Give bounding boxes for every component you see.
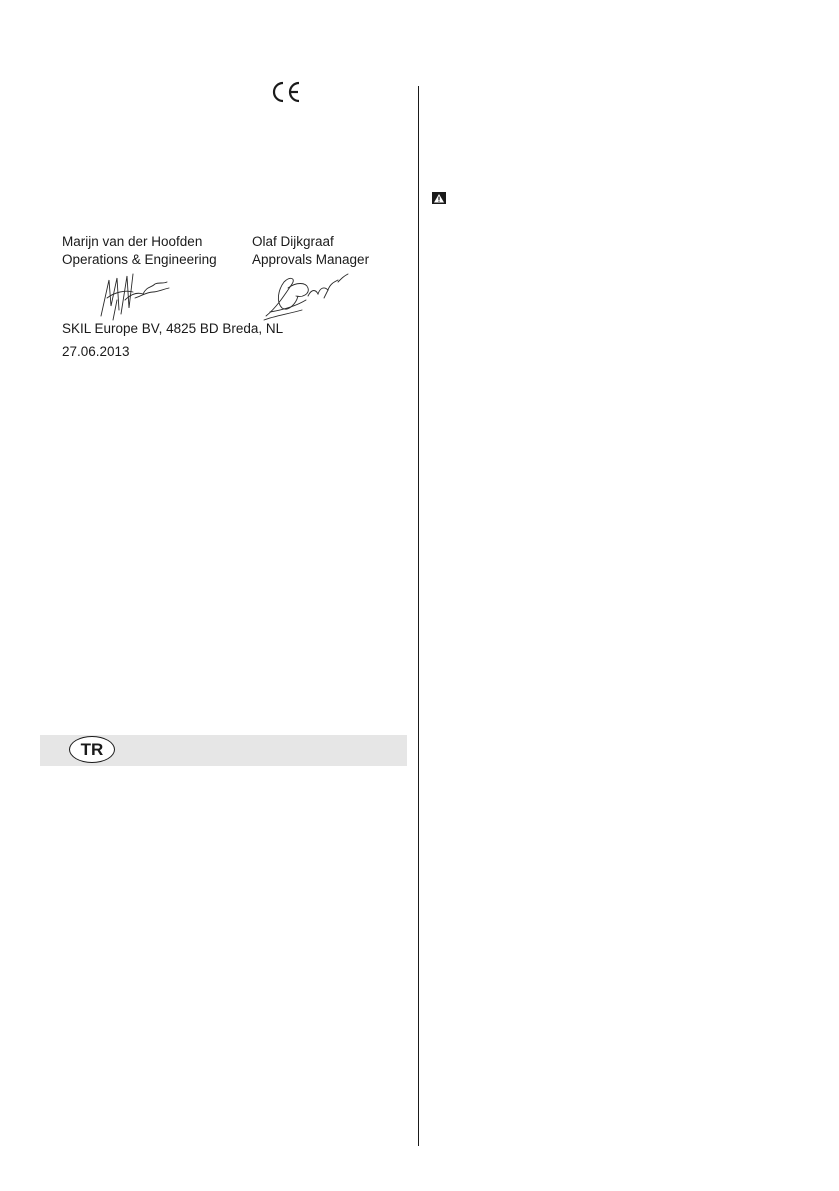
- declaration-date: 27.06.2013: [62, 344, 130, 359]
- signature-left: [95, 270, 175, 322]
- language-section-header: [40, 735, 407, 766]
- signer-name: Marijn van der Hoofden: [62, 234, 203, 249]
- signer-right: [252, 233, 369, 269]
- signature-right: [262, 270, 352, 322]
- signer-name: Olaf Dijkgraaf: [252, 234, 334, 249]
- signer-left: [62, 233, 217, 269]
- language-badge: TR: [69, 736, 115, 763]
- column-divider: [418, 86, 419, 1146]
- company-address: SKIL Europe BV, 4825 BD Breda, NL: [62, 321, 284, 336]
- signer-role: Operations & Engineering: [62, 252, 217, 267]
- signer-role: Approvals Manager: [252, 252, 370, 267]
- warning-triangle-icon: [432, 192, 446, 204]
- ce-mark-icon: [270, 80, 302, 104]
